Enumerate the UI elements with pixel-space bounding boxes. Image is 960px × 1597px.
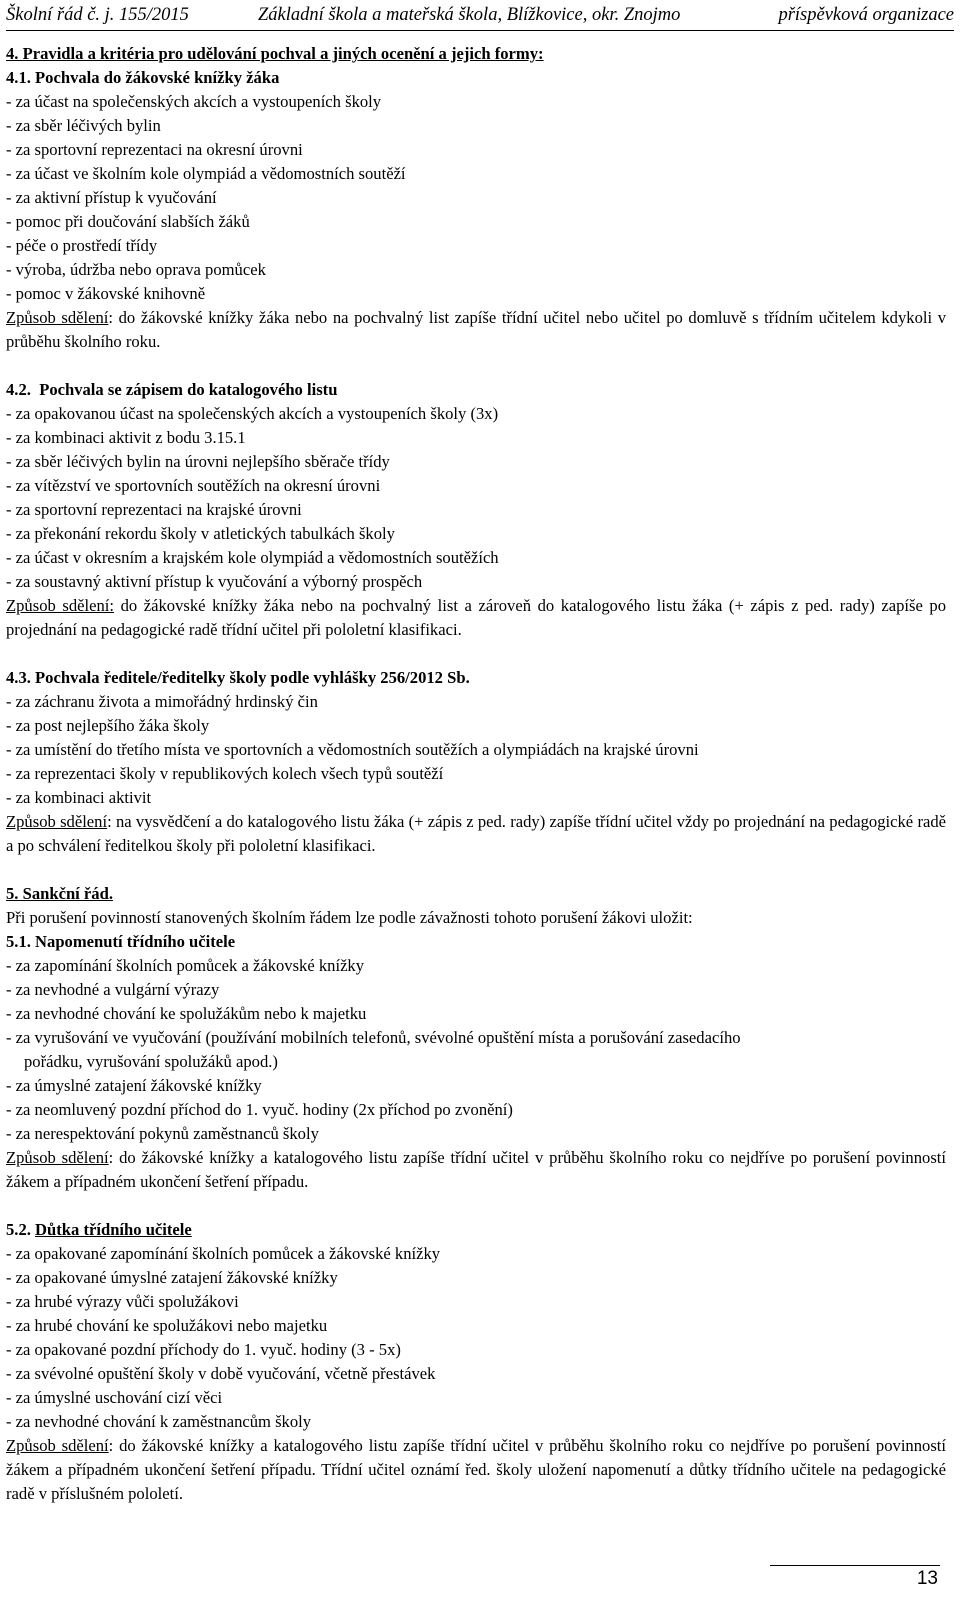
list-item: - za vyrušování ve vyučování (používání mobilních telefonů, svévolné opuštění místa a porušování zasedacího [6,1028,741,1047]
list-item: - za kombinaci aktivit [6,788,152,807]
list-item: - za hrubé chování ke spolužákovi nebo majetku [6,1316,328,1335]
header-school-name: Základní škola a mateřská škola, Blížkovice, okr. Znojmo [258,5,681,25]
section-5-2-heading [6,1218,946,1242]
list-item: - za účast ve školním kole olympiád a vědomostních soutěží [6,164,406,183]
list-item: - za svévolné opuštění školy v době vyučování, včetně přestávek [6,1364,436,1383]
list-item: - za opakované pozdní příchody do 1. vyuč. hodiny (3 - 5x) [6,1340,401,1359]
list-item: - za úmyslné uschování cizí věci [6,1388,223,1407]
list-item: - za opakované úmyslné zatajení žákovské knížky [6,1268,338,1287]
document-body [6,42,946,1506]
header-doc-ref: Školní řád č. j. 155/2015 [6,5,189,25]
list-item: - za úmyslné zatajení žákovské knížky [6,1076,262,1095]
list-item: - za nevhodné a vulgární výrazy [6,980,220,999]
method-label: Způsob sdělení: [6,596,114,615]
method-text: : na vysvědčení a do katalogového listu žáka (+ zápis z ped. rady) zapíše třídní učitel vždy po projednání na pedagogické radě a po schválení ředitelkou školy při pololetní klasifikaci. [6,812,946,855]
list-item: - za opakovanou účast na společenských akcích a vystoupeních školy (3x) [6,404,499,423]
list-item: - za aktivní přístup k vyučování [6,188,217,207]
list-item: - za sportovní reprezentaci na okresní úrovni [6,140,303,159]
list-item: - za překonání rekordu školy v atletických tabulkách školy [6,524,395,543]
section-4-heading: 4. Pravidla a kritéria pro udělování pochval a jiných ocenění a jejich formy: [6,44,544,63]
spacer [6,1194,946,1218]
list-item: - za post nejlepšího žáka školy [6,716,210,735]
section-5-1-method [6,1146,946,1194]
list-item: - za reprezentaci školy v republikových kolech všech typů soutěží [6,764,444,783]
section-4-2-heading [6,378,946,402]
list-item: - péče o prostředí třídy [6,236,158,255]
section-4-1-heading: 4.1. Pochvala do žákovské knížky žáka [6,68,280,87]
list-item: - za opakované zapomínání školních pomůcek a žákovské knížky [6,1244,441,1263]
section-4-3-heading: 4.3. Pochvala ředitele/ředitelky školy podle vyhlášky 256/2012 Sb. [6,668,470,687]
page-number: 13 [916,1568,938,1589]
list-item: - za vítězství ve sportovních soutěžích na okresní úrovni [6,476,381,495]
section-number: 4.2. [6,380,31,399]
method-label: Způsob sdělení [6,1436,109,1455]
method-label: Způsob sdělení [6,812,108,831]
method-text: do žákovské knížky žáka nebo na pochvalný list a zároveň do katalogového listu žáka (+ zápis z ped. rady) zapíše po projednání na pedagogické radě třídní učitel při pololetní klasifikaci. [6,596,946,639]
list-item: - za nerespektování pokynů zaměstnanců školy [6,1124,319,1143]
list-item: - za hrubé výrazy vůči spolužákovi [6,1292,239,1311]
list-item: - za sportovní reprezentaci na krajské úrovni [6,500,302,519]
section-5-1-list [6,954,946,1146]
list-item: - výroba, údržba nebo oprava pomůcek [6,260,266,279]
section-4-2-list [6,402,946,594]
list-item: - za sběr léčivých bylin [6,116,161,135]
spacer [6,858,946,882]
method-label: Způsob sdělení [6,308,109,327]
method-text: : do žákovské knížky žáka nebo na pochvalný list zapíše třídní učitel nebo učitel po domluvě s třídním učitelem kdykoli v průběhu školního roku. [6,308,946,351]
spacer [6,354,946,378]
section-4-1-list [6,90,946,306]
method-text: : do žákovské knížky a katalogového listu zapíše třídní učitel v průběhu školního roku co nejdříve po porušení povinností žákem a případném ukončení šetření případu. Třídní učitel oznámí řed. školy uložení napomenutí a důtky třídního učitele na pedagogické radě v příslušném pololetí. [6,1436,947,1503]
section-4-3-list [6,690,946,810]
section-5-heading: 5. Sankční řád. [6,884,113,903]
running-header [6,2,954,31]
list-item: - za nevhodné chování k zaměstnancům školy [6,1412,312,1431]
header-org-type: příspěvková organizace [778,5,954,25]
section-5-2-list [6,1242,946,1434]
section-number: 5.2. [6,1220,31,1239]
list-item: - za zapomínání školních pomůcek a žákovské knížky [6,956,365,975]
list-item: - za kombinaci aktivit z bodu 3.15.1 [6,428,246,447]
spacer [6,642,946,666]
list-item: - za sběr léčivých bylin na úrovni nejlepšího sběrače třídy [6,452,390,471]
section-5-1-heading: 5.1. Napomenutí třídního učitele [6,932,236,951]
section-5-2-method [6,1434,946,1506]
list-item-continuation: pořádku, vyrušování spolužáků apod.) [24,1052,278,1071]
list-item: - za umístění do třetího místa ve sportovních a vědomostních soutěžích a olympiádách na krajské úrovni [6,740,699,759]
list-item: - za účast v okresním a krajském kole olympiád a vědomostních soutěžích [6,548,499,567]
list-item: - pomoc v žákovské knihovně [6,284,206,303]
method-text: : do žákovské knížky a katalogového listu zapíše třídní učitel v průběhu školního roku co nejdříve po porušení povinností žákem a případném ukončení šetření případu. [6,1148,947,1191]
section-4-2-method [6,594,946,642]
footer-rule [770,1565,940,1566]
list-item: - za záchranu života a mimořádný hrdinský čin [6,692,318,711]
section-4-1-method [6,306,946,354]
section-5-intro: Při porušení povinností stanovených školním řádem lze podle závažnosti tohoto porušení žákovi uložit: [6,908,693,927]
list-item: - za soustavný aktivní přístup k vyučování a výborný prospěch [6,572,423,591]
section-title: Pochvala se zápisem do katalogového listu [39,380,338,399]
list-item: - pomoc při doučování slabších žáků [6,212,250,231]
section-title: Důtka třídního učitele [35,1220,192,1239]
list-item: - za účast na společenských akcích a vystoupeních školy [6,92,382,111]
method-label: Způsob sdělení [6,1148,109,1167]
list-item: - za neomluvený pozdní příchod do 1. vyuč. hodiny (2x příchod po zvonění) [6,1100,513,1119]
section-4-3-method [6,810,946,858]
list-item: - za nevhodné chování ke spolužákům nebo k majetku [6,1004,367,1023]
